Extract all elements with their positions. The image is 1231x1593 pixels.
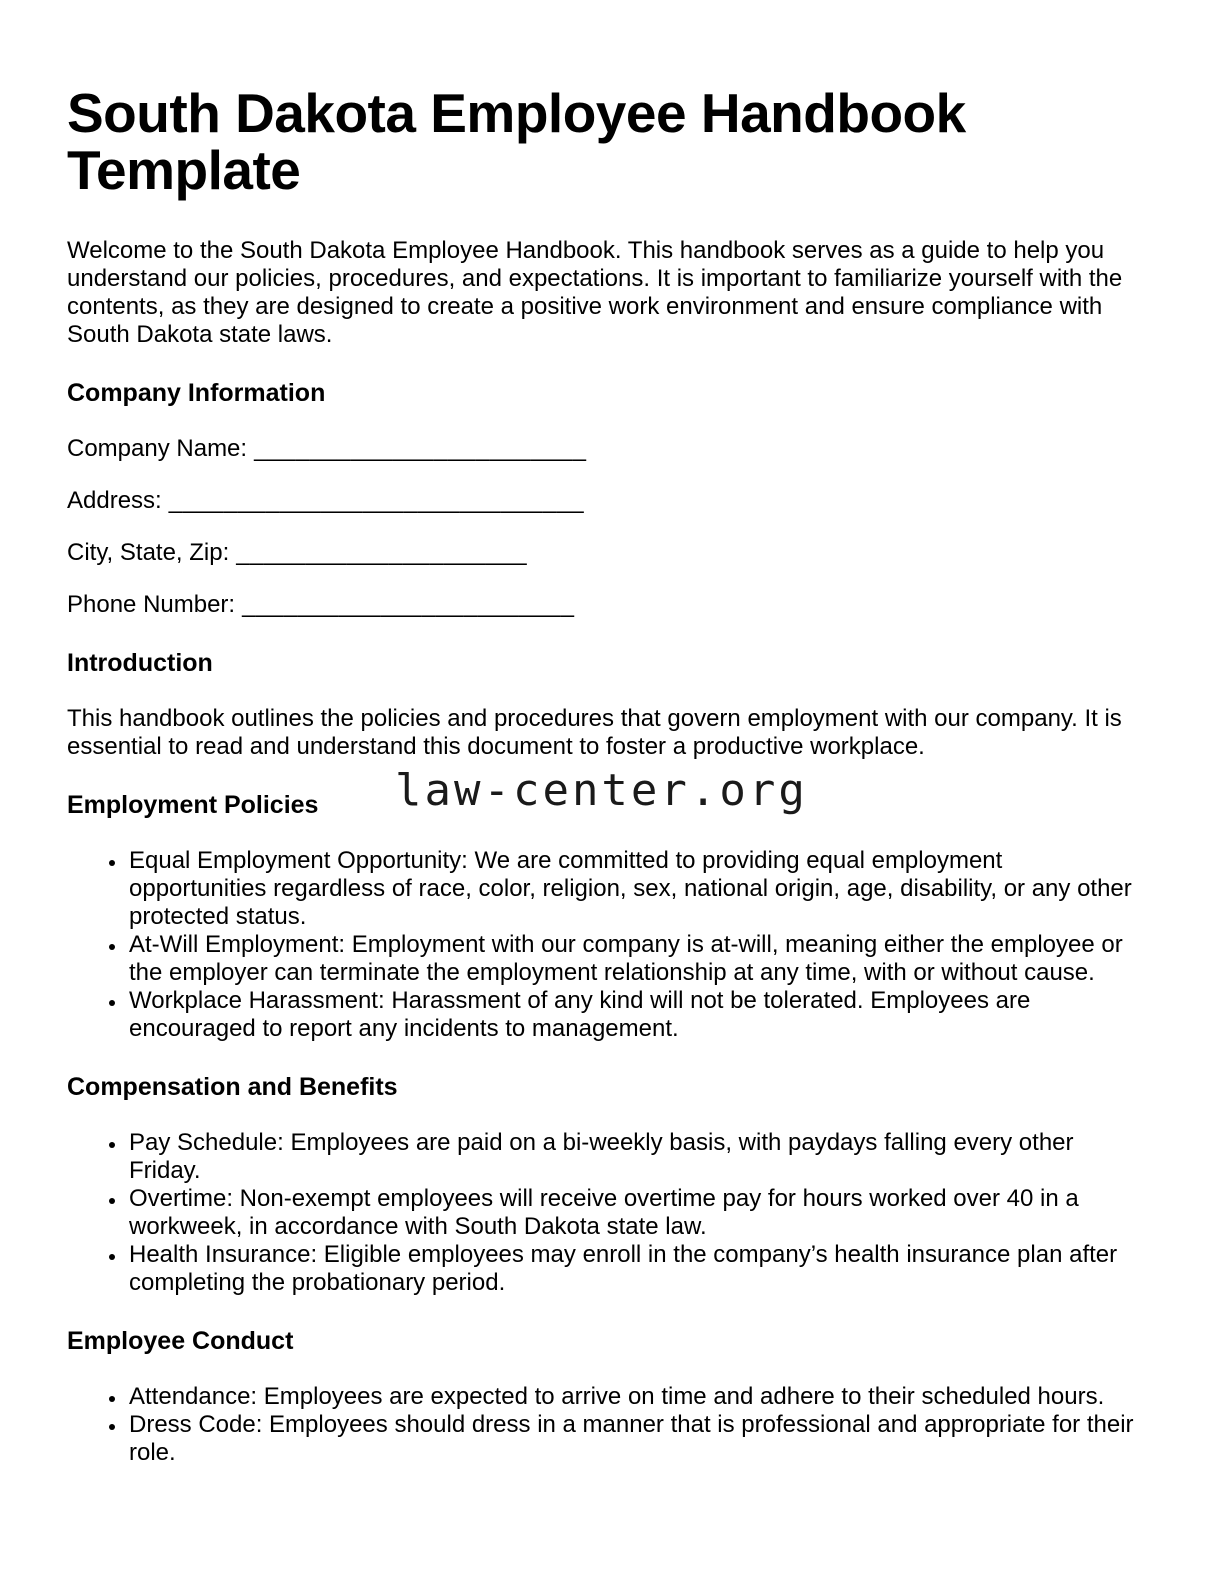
list-item: • Overtime: Non-exempt employees will receive overtime pay for hours worked over 40 in a workweek, in accordance with South Dakota state law. — [127, 1185, 1145, 1241]
list-item: • At-Will Employment: Employment with our company is at-will, meaning either the employee or the employer can terminate the employment relationship at any time, with or without cause. — [127, 931, 1145, 987]
list-item: • Health Insurance: Eligible employees may enroll in the company’s health insurance plan after completing the probationary period. — [127, 1241, 1145, 1297]
field-label: Phone Number: — [67, 591, 236, 618]
field-label: Address: — [67, 487, 162, 514]
compensation-benefits-list — [67, 1129, 1145, 1297]
employment-policies-list — [67, 847, 1145, 1043]
section-heading-compensation-and-benefits: Compensation and Benefits — [67, 1073, 398, 1101]
section-heading-company-information: Company Information — [67, 379, 326, 407]
field-label: City, State, Zip: — [67, 539, 230, 566]
section-heading-introduction: Introduction — [67, 649, 213, 677]
blank-line: ______________________________ — [168, 487, 585, 514]
blank-line: _____________________ — [236, 539, 528, 566]
page-title: South Dakota Employee Handbook Template — [67, 82, 966, 201]
list-item: • Dress Code: Employees should dress in a manner that is professional and appropriate for their role. — [127, 1411, 1145, 1467]
list-item: • Workplace Harassment: Harassment of any kind will not be tolerated. Employees are encouraged to report any incidents to management. — [127, 987, 1145, 1043]
welcome-paragraph: Welcome to the South Dakota Employee Handbook. This handbook serves as a guide to help you understand our policies, procedures, and expectations. It is important to familiarize yourself with the contents, as they are designed to create a positive work environment and ensure compliance with South Dakota state laws. — [67, 237, 1123, 348]
blank-line: ________________________ — [242, 591, 575, 618]
field-label: Company Name: — [67, 435, 248, 462]
field-address — [67, 487, 1145, 515]
field-company-name — [67, 435, 1145, 463]
section-heading-employment-policies: Employment Policies — [67, 791, 319, 819]
introduction-paragraph: This handbook outlines the policies and procedures that govern employment with our company. It is essential to read and understand this document to foster a productive workplace. — [67, 705, 1122, 760]
list-item: • Pay Schedule: Employees are paid on a bi-weekly basis, with paydays falling every other Friday. — [127, 1129, 1145, 1185]
list-item: • Attendance: Employees are expected to arrive on time and adhere to their scheduled hours. — [127, 1383, 1145, 1411]
field-phone-number — [67, 591, 1145, 619]
watermark-law-center-org: law-center.org — [395, 765, 808, 816]
field-city-state-zip — [67, 539, 1145, 567]
blank-line: ________________________ — [254, 435, 587, 462]
list-item: • Equal Employment Opportunity: We are committed to providing equal employment opportunities regardless of race, color, religion, sex, national origin, age, disability, or any other protected status. — [127, 847, 1145, 931]
section-heading-employee-conduct: Employee Conduct — [67, 1327, 294, 1355]
employee-conduct-list — [67, 1383, 1145, 1467]
